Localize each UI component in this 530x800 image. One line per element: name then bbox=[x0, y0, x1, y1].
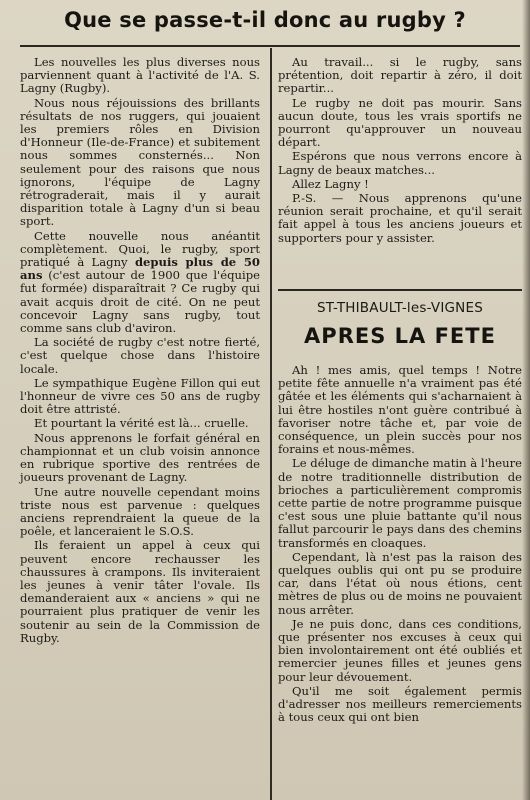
section-title: APRES LA FETE bbox=[304, 324, 496, 348]
text-run: (c'est autour de 1900 que l'équipe fut formée) disparaîtrait ? Ce rugby qui avait acquis droit de cité. On ne peut concevoir Lagny sans rugby, tout comme sans club d'aviron. bbox=[20, 268, 260, 336]
paragraph: Ah ! mes amis, quel temps ! Notre petite fête annuelle n'a vraiment pas été gâtée et les éléments qui s'acharnaient à lui être hostiles n'ont guère contribué à favoriser notre tâche et, par voie de conséquence, un plein succès pour nos forains et nous-mêmes. bbox=[278, 363, 522, 457]
paragraph: Nous nous réjouissions des brillants résultats de nos ruggers, qui jouaient les premiers rôles en Division d'Honneur (Ile-de-France) et subitement nous sommes consternés... Non seulement pour des raisons que nous ignorons, l'équipe de Lagny rétrograderait, mais il y aurait disparition totale à Lagny d'un si beau sport. bbox=[20, 95, 260, 229]
paragraph: Cependant, là n'est pas la raison des quelques oublis qui ont pu se produire car, dans l'état où nous étions, cent mètres de plus ou de moins ne pouvaient nous arrêter. bbox=[278, 549, 522, 617]
paragraph: Le rugby ne doit pas mourir. Sans aucun doute, tous les vrais sportifs ne pourront qu'approuver un nouveau départ. bbox=[278, 95, 522, 150]
bold-text: depuis plus de 50 ans bbox=[20, 255, 260, 283]
paragraph: Et pourtant la vérité est là... cruelle. bbox=[34, 416, 249, 431]
section-rule bbox=[278, 289, 522, 291]
paragraph bbox=[20, 230, 260, 336]
column-divider bbox=[270, 48, 272, 800]
page-edge-shadow bbox=[522, 0, 530, 800]
text-run: Cette nouvelle nous anéantit complètement. Quoi, le rugby, sport pratiqué à Lagny bbox=[20, 228, 260, 270]
paragraph: P.-S. — Nous apprenons qu'une réunion serait prochaine, et qu'il serait fait appel à tous les anciens joueurs et supporters pour y assister. bbox=[278, 191, 522, 245]
paragraph: Nous apprenons le forfait général en championnat et un club voisin annonce en rubrique sportive des rentrées de joueurs provenant de Lagny. bbox=[20, 430, 260, 485]
paragraph: Au travail... si le rugby, sans prétention, doit repartir à zéro, il doit repartir... bbox=[278, 55, 522, 96]
paragraph: Une autre nouvelle cependant moins triste nous est parvenue : quelques anciens reprendraient la queue de la poêle, et lanceraient le S.O.S. bbox=[20, 484, 260, 539]
paragraph: Les nouvelles les plus diverses nous parviennent quant à l'activité de l'A. S. Lagny (Rugby). bbox=[20, 55, 260, 96]
paragraph: Espérons que nous verrons encore à Lagny de beaux matches... bbox=[278, 149, 522, 177]
paragraph: Le déluge de dimanche matin à l'heure de notre traditionnelle distribution de brioches a particulièrement compromis cette partie de notre programme puisque c'est sous une pluie battante qu'il nous fallut parcourir le pays dans des chemins transformés en cloaques. bbox=[278, 456, 522, 550]
paragraph: Allez Lagny ! bbox=[292, 176, 369, 191]
paragraph: Je ne puis donc, dans ces conditions, que présenter nos excuses à ceux qui bien involontairement ont été oubliés et remercier jeunes filles et jeunes gens pour leur dévouement. bbox=[278, 616, 522, 684]
section-location: ST-THIBAULT-les-VIGNES bbox=[317, 300, 483, 316]
article-right-column bbox=[278, 56, 522, 246]
headline-rule bbox=[20, 45, 520, 47]
paragraph: La société de rugby c'est notre fierté, c'est quelque chose dans l'histoire locale. bbox=[20, 335, 260, 376]
paragraph: Qu'il me soit également permis d'adresser nos meilleurs remerciements à tous ceux qui ont bien bbox=[278, 683, 522, 725]
paragraph: Le sympathique Eugène Fillon qui eut l'honneur de vivre ces 50 ans de rugby doit être attristé. bbox=[20, 375, 260, 417]
section-column bbox=[278, 364, 522, 725]
paragraph: Ils feraient un appel à ceux qui peuvent encore rechausser les chaussures à crampons. Ils inviteraient les jeunes à venir tâter l'ovale. Ils demanderaient aux « anciens » qui ne pourraient plus pratiquer de venir les soutenir au sein de la Commission de Rugby. bbox=[20, 538, 260, 645]
article-headline: Que se passe-t-il donc au rugby ? bbox=[64, 8, 466, 32]
article-left-column bbox=[20, 56, 260, 646]
